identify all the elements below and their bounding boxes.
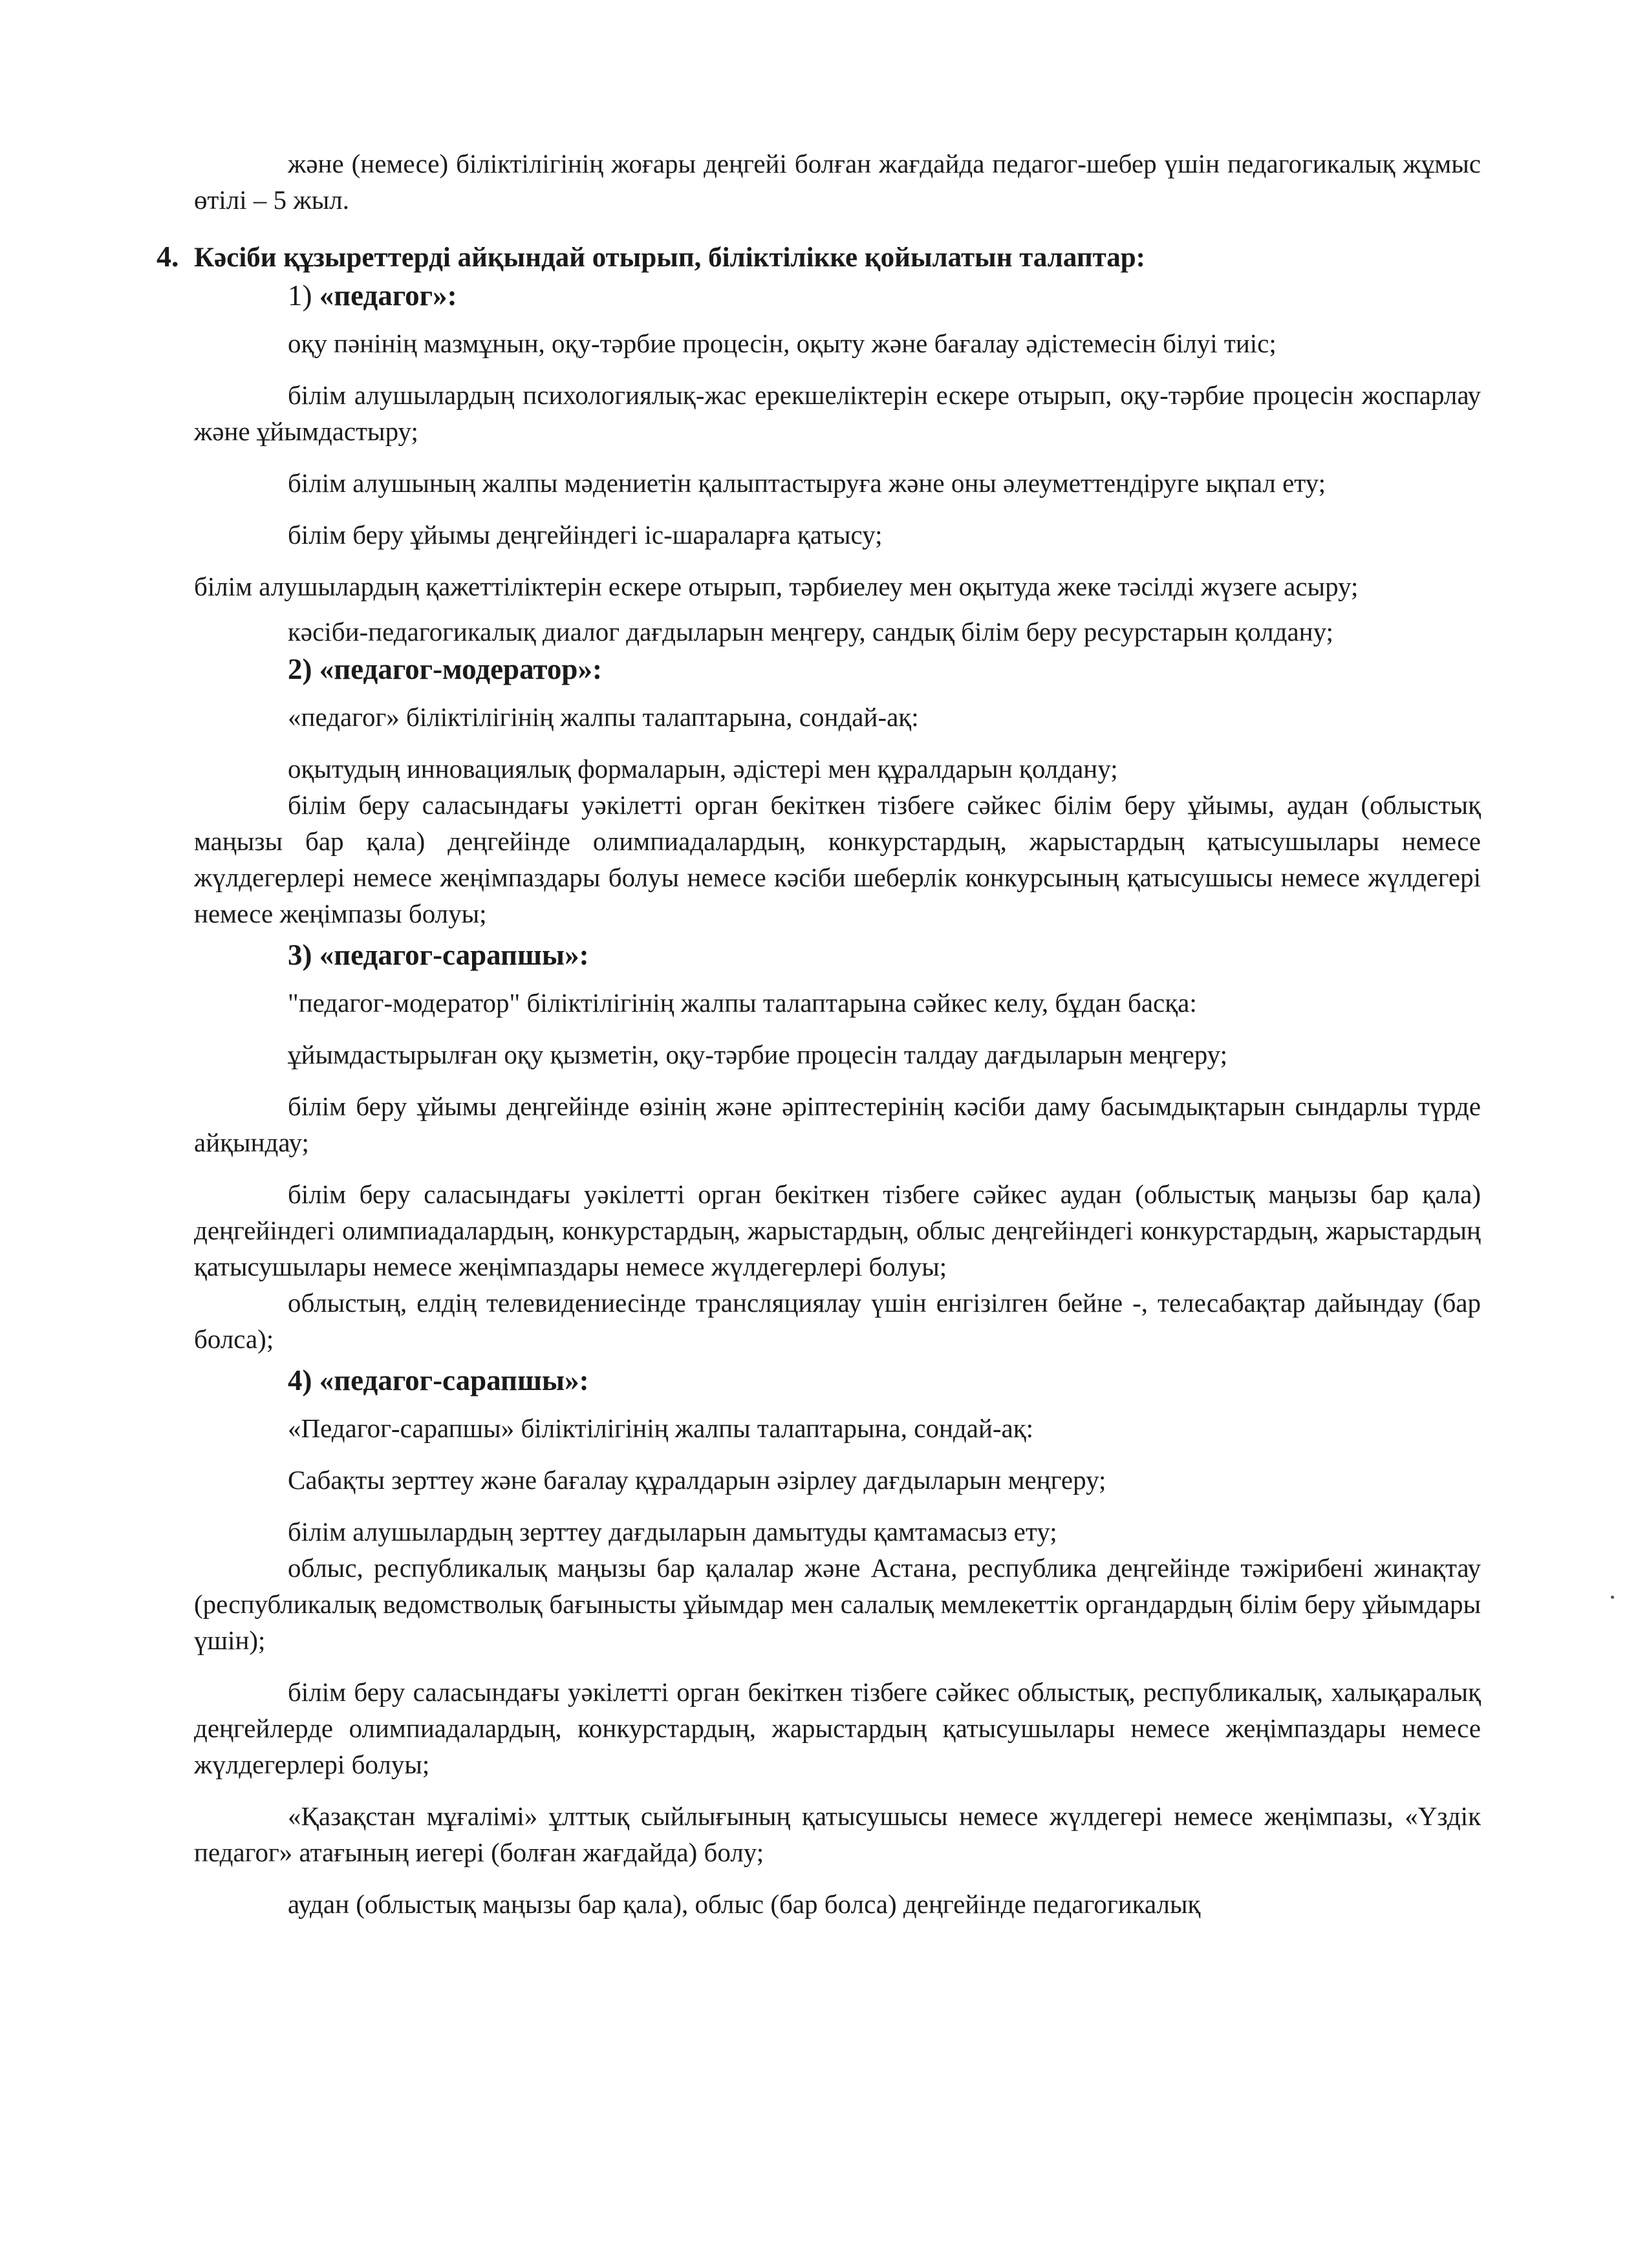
level-3-item: "педагог-модератор" біліктілігінің жалпы талаптарына сәйкес келу, бұдан басқа: — [288, 988, 1197, 1018]
level-4-item: «Педагог-сарапшы» біліктілігінің жалпы талаптарына, сондай-ақ: — [288, 1413, 1034, 1443]
level-2-item: «педагог» біліктілігінің жалпы талаптарына, сондай-ақ: — [288, 702, 919, 732]
level-2-item: оқытудың инновациялық формаларын, әдістері мен құралдарын қолдану; — [288, 754, 1118, 784]
level-4-heading — [194, 1357, 1481, 1410]
scan-edge-dot — [1611, 1596, 1614, 1599]
level-4-number: 4) — [288, 1364, 312, 1396]
section-4-number: 4. — [156, 240, 179, 273]
level-1-item: кәсіби-педагогикалық диалог дағдыларын меңгеру, сандық білім беру ресурстарын қолдану; — [288, 617, 1333, 647]
level-3-item: ұйымдастырылған оқу қызметін, оқу-тәрбие процесін талдау дағдыларын меңгеру; — [288, 1040, 1228, 1069]
level-1-number: 1) — [288, 279, 312, 312]
level-4-item: Сабақты зерттеу және бағалау құралдарын әзірлеу дағдыларын меңгеру; — [288, 1465, 1106, 1495]
level-3-item: білім беру саласындағы уәкілетті орган бекіткен тізбеге сәйкес аудан (облыстық маңызы бар қала) деңгейіндегі олимпиадалардың, конкурстардың, жарыстардың, облыс деңгейіндегі конкурстардың, жарыстардың қатысушылары немесе жеңімпаздары немесе жүлдегерлері болуы; — [194, 1179, 1481, 1281]
intro-paragraph: және (немесе) біліктілігінің жоғары деңгейі болған жағдайда педагог-шебер үшін педагогикалық жұмыс өтілі – 5 жыл. — [194, 149, 1481, 215]
level-3-title: «педагог-сарапшы»: — [319, 939, 589, 971]
level-4-item: білім беру саласындағы уәкілетті орган бекіткен тізбеге сәйкес облыстық, республикалық, халықаралық деңгейлерде олимпиадалардың, конкурстардың, жарыстардың қатысушылары немесе жеңімпаздары немесе жүлдегерлері болуы; — [194, 1677, 1481, 1779]
level-4-item: білім алушылардың зерттеу дағдыларын дамытуды қамтамасыз ету; — [288, 1517, 1057, 1546]
level-2-number: 2) — [288, 653, 312, 685]
level-2-item: білім беру саласындағы уәкілетті орган бекіткен тізбеге сәйкес білім беру ұйымы, аудан (облыстық маңызы бар қала) деңгейінде олимпиадалардың, конкурстардың, жарыстардың қатысушылары немесе жүлдегерлері немесе жеңімпаздары болуы немесе кәсіби шеберлік конкурсының қатысушысы немесе жүлдегері немесе жеңімпазы болуы; — [194, 790, 1481, 928]
section-4-title: Кәсіби құзыреттерді айқындай отырып, біліктілікке қойылатын талаптар: — [194, 242, 1145, 273]
level-3-number: 3) — [288, 939, 312, 971]
level-3-heading — [194, 932, 1481, 985]
level-1-item: білім алушылардың қажеттіліктерін ескере отырып, тәрбиелеу мен оқытуда жеке тәсілді жүзеге асыру; — [194, 572, 1359, 601]
document-body — [156, 145, 1481, 1922]
section-4-heading — [156, 239, 1481, 276]
level-4-item: аудан (облыстық маңызы бар қала), облыс (бар болса) деңгейінде педагогикалық — [288, 1889, 1201, 1919]
level-3-item: облыстың, елдің телевидениесінде трансляциялау үшін енгізілген бейне -, телесабақтар дайындау (бар болса); — [194, 1288, 1481, 1354]
level-1-item: білім алушының жалпы мәдениетін қалыптастыруға және оны әлеуметтендіруге ықпал ету; — [288, 468, 1326, 498]
level-1-heading — [194, 276, 1481, 325]
level-2-title: «педагог-модератор»: — [319, 653, 602, 685]
level-4-item: «Қазақстан мұғалімі» ұлттық сыйлығының қатысушысы немесе жүлдегері немесе жеңімпазы, «Үздік педагог» атағының иегері (болған жағдайда) болу; — [194, 1801, 1481, 1867]
level-3-item: білім беру ұйымы деңгейінде өзінің және әріптестерінің кәсіби даму басымдықтарын сындарлы түрде айқындау; — [194, 1091, 1481, 1157]
level-1-item: оқу пәнінің мазмұнын, оқу-тәрбие процесін, оқыту және бағалау әдістемесін білуі тиіс; — [288, 328, 1277, 358]
level-2-heading — [194, 650, 1481, 699]
level-1-title: «педагог»: — [319, 279, 457, 312]
level-4-title: «педагог-сарапшы»: — [319, 1364, 589, 1396]
level-1-item: білім беру ұйымы деңгейіндегі іс-шараларға қатысу; — [288, 520, 883, 550]
level-1-item: білім алушылардың психологиялық-жас ерекшеліктерін ескере отырып, оқу-тәрбие процесін жоспарлау және ұйымдастыру; — [194, 380, 1481, 446]
level-4-item: облыс, республикалық маңызы бар қалалар және Астана, республика деңгейінде тәжірибені жинақтау (республикалық ведомстволық бағынысты ұйымдар мен салалық мемлекеттік органдардың білім беру ұйымдары үшін); — [194, 1553, 1481, 1655]
